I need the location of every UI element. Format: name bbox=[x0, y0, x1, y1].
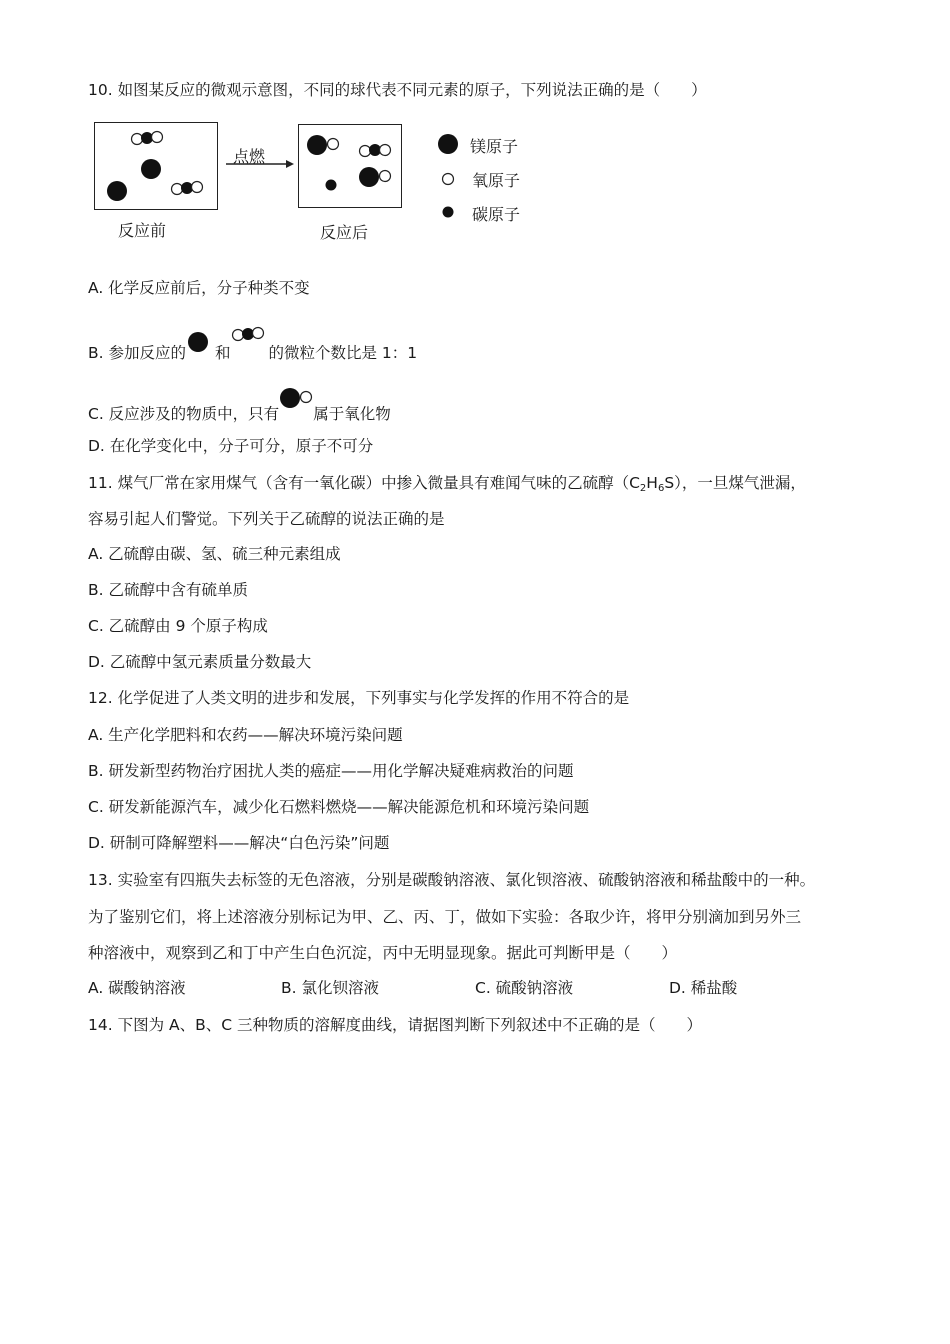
q11-stem-line2: 容易引起人们警觉。下列关于乙硫醇的说法正确的是 bbox=[88, 510, 445, 528]
before-box bbox=[94, 122, 218, 210]
q11-option-b: B. 乙硫醇中含有硫单质 bbox=[88, 581, 248, 599]
mgo-molecule-icon bbox=[279, 387, 313, 415]
reaction-arrow-icon bbox=[226, 158, 294, 170]
q11-sub-hydrogen: 6 bbox=[657, 483, 665, 494]
after-label: 反应后 bbox=[320, 223, 369, 242]
q13-stem-line3: 种溶液中，观察到乙和丁中产生白色沉淀，丙中无明显现象。据此可判断甲是（ ） bbox=[88, 944, 678, 962]
q13-option-c: C. 硫酸钠溶液 bbox=[475, 979, 574, 997]
magnesium-atom-icon bbox=[186, 332, 210, 360]
q13-stem-line1: 13. 实验室有四瓶失去标签的无色溶液，分别是碳酸钠溶液、氯化钡溶液、硫酸钠溶液和稀盐酸中的一种。 bbox=[88, 871, 816, 889]
q11-option-c: C. 乙硫醇由 9 个原子构成 bbox=[88, 617, 268, 635]
q12-option-a: A. 生产化学肥料和农药——解决环境污染问题 bbox=[88, 726, 403, 744]
q13-option-b: B. 氯化钡溶液 bbox=[281, 979, 379, 997]
q12-option-d: D. 研制可降解塑料——解决“白色污染”问题 bbox=[88, 834, 390, 852]
carbon-atom-icon bbox=[443, 207, 454, 218]
q12-stem: 12. 化学促进了人类文明的进步和发展，下列事实与化学发挥的作用不符合的是 bbox=[88, 689, 630, 707]
legend-icons bbox=[436, 134, 460, 224]
after-molecules bbox=[299, 125, 401, 207]
q10-c-post: 属于氧化物 bbox=[313, 405, 391, 423]
q10-c-pre: C. 反应涉及的物质中，只有 bbox=[88, 405, 280, 423]
magnesium-atom-icon bbox=[438, 134, 458, 154]
q11-stem-post: S），一旦煤气泄漏， bbox=[664, 474, 806, 492]
q10-option-b bbox=[88, 326, 417, 363]
q11-stem-h: H bbox=[646, 474, 658, 492]
q13-stem-line2: 为了鉴别它们，将上述溶液分别标记为甲、乙、丙、丁，做如下实验：各取少许，将甲分别滴加到另外三 bbox=[88, 908, 802, 926]
q10-stem: 10. 如图某反应的微观示意图，不同的球代表不同元素的原子，下列说法正确的是（ ） bbox=[88, 81, 707, 99]
q10-option-d: D. 在化学变化中，分子可分，原子不可分 bbox=[88, 437, 374, 455]
q11-sub-carbon: 2 bbox=[639, 483, 647, 494]
q10-option-c bbox=[88, 387, 391, 424]
q11-option-d: D. 乙硫醇中氢元素质量分数最大 bbox=[88, 653, 312, 671]
q10-option-a: A. 化学反应前后，分子种类不变 bbox=[88, 279, 310, 297]
oxygen-atom-icon bbox=[443, 174, 454, 185]
q12-option-b: B. 研发新型药物治疗困扰人类的癌症——用化学解决疑难病救治的问题 bbox=[88, 762, 574, 780]
q13-option-a: A. 碳酸钠溶液 bbox=[88, 979, 186, 997]
legend-o: 氧原子 bbox=[472, 171, 521, 190]
q11-option-a: A. 乙硫醇由碳、氢、硫三种元素组成 bbox=[88, 545, 341, 563]
q10-b-mid: 和 bbox=[214, 344, 231, 362]
q11-stem-line1 bbox=[88, 473, 806, 493]
after-box bbox=[298, 124, 402, 208]
q11-stem-pre: 11. 煤气厂常在家用煤气（含有一氧化碳）中掺入微量具有难闻气味的乙硫醇（C bbox=[88, 474, 640, 492]
arrow-label: 点燃 bbox=[233, 147, 266, 166]
before-molecules bbox=[95, 123, 217, 209]
q10-b-pre: B. 参加反应的 bbox=[88, 344, 186, 362]
q13-option-d: D. 稀盐酸 bbox=[669, 979, 738, 997]
before-label: 反应前 bbox=[118, 221, 167, 240]
q14-stem: 14. 下图为 A、B、C 三种物质的溶解度曲线，请据图判断下列叙述中不正确的是（ ） bbox=[88, 1016, 702, 1034]
legend-mg: 镁原子 bbox=[470, 137, 519, 156]
q10-b-post: 的微粒个数比是 1：1 bbox=[268, 344, 418, 362]
co2-molecule-icon bbox=[230, 326, 268, 356]
q12-option-c: C. 研发新能源汽车，减少化石燃料燃烧——解决能源危机和环境污染问题 bbox=[88, 798, 590, 816]
legend-c: 碳原子 bbox=[472, 205, 521, 224]
